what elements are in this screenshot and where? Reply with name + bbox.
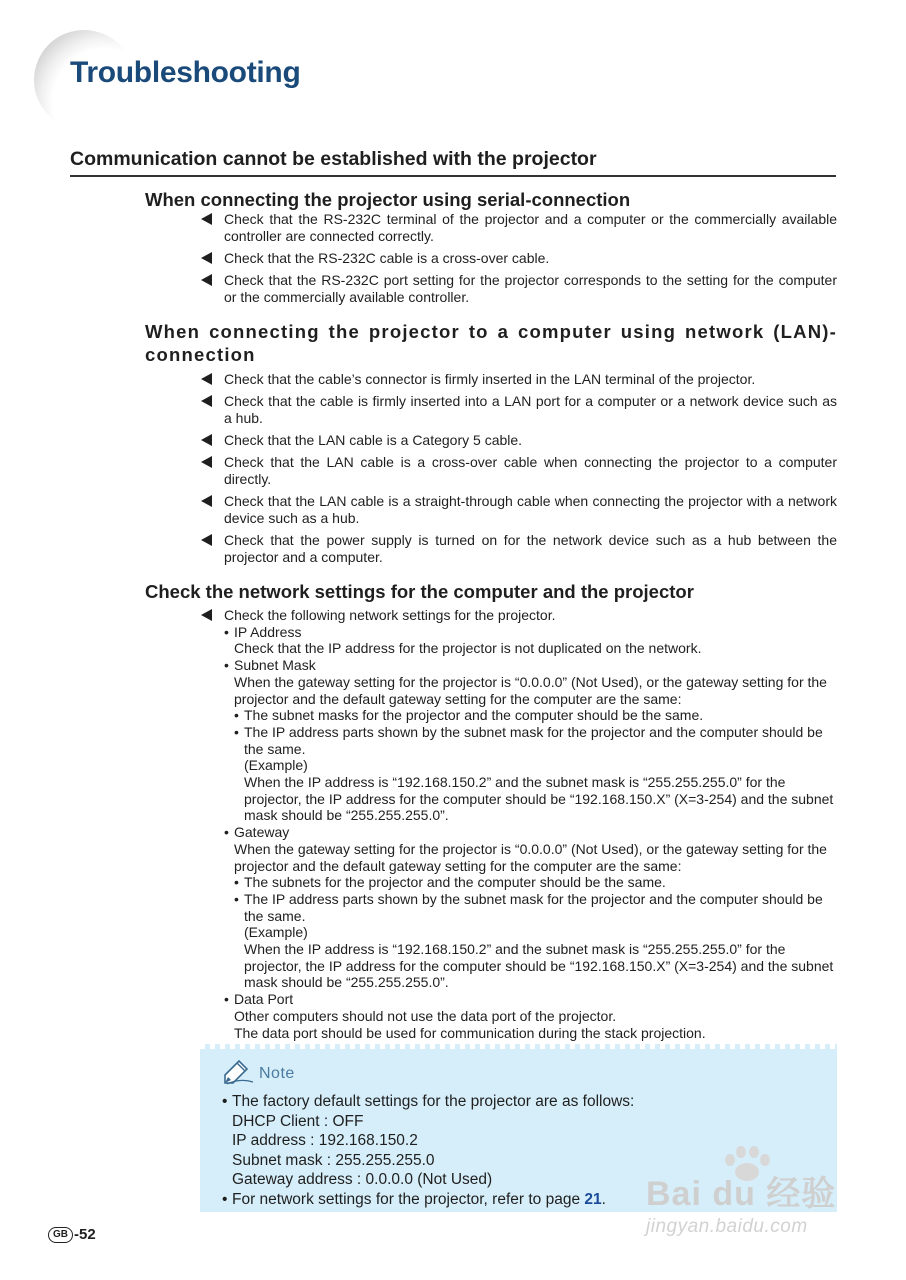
page-number-text: -52 xyxy=(74,1226,96,1243)
note-dhcp: DHCP Client : OFF xyxy=(232,1112,364,1130)
list-item: Check that the power supply is turned on for the network device such as a hub between the projector and a computer. xyxy=(200,532,837,566)
ip-address-label: IP Address xyxy=(234,623,302,640)
triangle-bullet-icon xyxy=(201,252,212,264)
subnet-mask-block: • Subnet Mask When the gateway setting for the projector is “0.0.0.0” (Not Used), or the gateway setting for the projector and the default gateway setting for the computer are the same: • The subnet masks for the projector and the computer should be the same. • The IP address parts shown by the subnet mask for the projector and the computer should be the same. (Example) When the IP address is “192.168.150.2” and the subnet mask is “255.255.255.0” for the projector, the IP address for the computer should be “192.168.150.X” (X=3-254) and the subnet mask should be “255.255.255.0”. xyxy=(224,657,837,824)
note-dashed-edge xyxy=(200,1044,837,1049)
list-item: Check that the cable’s connector is firmly inserted in the LAN terminal of the projector. xyxy=(200,371,837,388)
subnet-bullet: • The IP address parts shown by the subnet mask for the projector and the computer should be the same. (Example) When the IP address is “192.168.150.2” and the subnet mask is “255.255.255.0” for the projector, the IP address for the computer should be “192.168.150.X” (X=3-254) and the subnet mask should be “255.255.255.0”. xyxy=(234,724,837,824)
list-item: Check that the cable is firmly inserted into a LAN port for a computer or a network device such as a hub. xyxy=(200,393,837,427)
triangle-bullet-icon xyxy=(201,395,212,407)
note-label: Note xyxy=(259,1065,295,1082)
network-heading: Check the network settings for the computer and the projector xyxy=(145,581,694,602)
ip-address-block: • IP Address Check that the IP address for the projector is not duplicated on the network. xyxy=(224,624,837,657)
note-subnet: Subnet mask : 255.255.255.0 xyxy=(232,1151,435,1169)
network-intro: Check the following network settings for the projector. xyxy=(200,607,837,624)
triangle-bullet-icon xyxy=(201,213,212,225)
watermark-brand: Bai du 经验 xyxy=(646,1175,837,1213)
triangle-bullet-icon xyxy=(201,373,212,385)
list-item: Check that the LAN cable is a straight-through cable when connecting the projector with a network device such as a hub. xyxy=(200,493,837,527)
gateway-block: • Gateway When the gateway setting for the projector is “0.0.0.0” (Not Used), or the gateway setting for the projector and the default gateway setting for the computer are the same: • The subnets for the projector and the computer should be the same. • The IP address parts shown by the subnet mask for the projector and the computer should be the same. (Example) When the IP address is “192.168.150.2” and the subnet mask is “255.255.255.0” for the projector, the IP address for the computer should be “192.168.150.X” (X=3-254) and the subnet mask should be “255.255.255.0”. xyxy=(224,824,837,991)
note-item: • The factory default settings for the projector are as follows: xyxy=(222,1093,635,1110)
example-label: (Example) xyxy=(244,924,308,941)
serial-check-list xyxy=(200,211,837,311)
data-port-block: • Data Port Other computers should not use the data port of the projector. The data port should be used for communication during the stack projection. xyxy=(224,991,837,1041)
watermark-url: jingyan.baidu.com xyxy=(646,1216,808,1237)
data-port-label: Data Port xyxy=(234,991,294,1008)
note-header xyxy=(222,1057,295,1085)
page-number xyxy=(48,1226,96,1243)
triangle-bullet-icon xyxy=(201,534,212,546)
example-label: (Example) xyxy=(244,757,308,774)
data-port-line: The data port should be used for communication during the stack projection. xyxy=(234,1024,706,1041)
section-heading: Communication cannot be established with the projector xyxy=(70,148,836,177)
gateway-bullet: • The subnets for the projector and the computer should be the same. xyxy=(234,874,666,891)
pencil-note-icon xyxy=(222,1057,256,1085)
gateway-text: When the gateway setting for the projector is “0.0.0.0” (Not Used), or the gateway setting for the projector and the default gateway setting for the computer are the same: xyxy=(234,840,827,874)
example-text: When the IP address is “192.168.150.2” and the subnet mask is “255.255.255.0” for the projector, the IP address for the computer should be “192.168.150.X” (X=3-254) and the subnet mask should be “255.255.255.0”. xyxy=(244,774,834,824)
region-badge: GB xyxy=(48,1227,73,1243)
subnet-bullet: • The subnet masks for the projector and the computer should be the same. xyxy=(234,707,704,724)
list-item: Check that the RS-232C cable is a cross-over cable. xyxy=(200,250,837,267)
serial-heading: When connecting the projector using serial-connection xyxy=(145,189,631,210)
page-title: Troubleshooting xyxy=(70,56,301,89)
note-gateway: Gateway address : 0.0.0.0 (Not Used) xyxy=(232,1171,493,1188)
lan-heading: When connecting the projector to a computer using network (LAN)-connection xyxy=(145,321,837,365)
list-item: Check that the LAN cable is a Category 5 cable. xyxy=(200,432,837,449)
page-21-link[interactable]: 21 xyxy=(584,1190,602,1208)
gateway-bullet: • The IP address parts shown by the subnet mask for the projector and the computer should be the same. (Example) When the IP address is “192.168.150.2” and the subnet mask is “255.255.255.0” for the projector, the IP address for the computer should be “192.168.150.X” (X=3-254) and the subnet mask should be “255.255.255.0”. xyxy=(234,891,837,991)
list-item: Check that the RS-232C port setting for the projector corresponds to the setting for the computer or the commercially available controller. xyxy=(200,272,837,306)
triangle-bullet-icon xyxy=(201,274,212,286)
note-ip: IP address : 192.168.150.2 xyxy=(232,1132,418,1149)
data-port-line: Other computers should not use the data port of the projector. xyxy=(234,1007,617,1024)
triangle-bullet-icon xyxy=(201,456,212,468)
subnet-mask-text: When the gateway setting for the projector is “0.0.0.0” (Not Used), or the gateway setting for the projector and the default gateway setting for the computer are the same: xyxy=(234,673,827,707)
network-settings-list xyxy=(200,607,837,1041)
triangle-bullet-icon xyxy=(201,434,212,446)
triangle-bullet-icon xyxy=(201,609,212,621)
example-text: When the IP address is “192.168.150.2” and the subnet mask is “255.255.255.0” for the projector, the IP address for the computer should be “192.168.150.X” (X=3-254) and the subnet mask should be “255.255.255.0”. xyxy=(244,941,834,991)
list-item: Check that the RS-232C terminal of the projector and a computer or the commercially available controller are connected correctly. xyxy=(200,211,837,245)
list-item: Check that the LAN cable is a cross-over cable when connecting the projector to a computer directly. xyxy=(200,454,837,488)
gateway-label: Gateway xyxy=(234,824,290,841)
ip-address-text: Check that the IP address for the projector is not duplicated on the network. xyxy=(234,640,702,657)
subnet-mask-label: Subnet Mask xyxy=(234,657,316,674)
note-item: • For network settings for the projector, refer to page 21. xyxy=(222,1190,606,1208)
triangle-bullet-icon xyxy=(201,495,212,507)
lan-check-list xyxy=(200,371,837,571)
